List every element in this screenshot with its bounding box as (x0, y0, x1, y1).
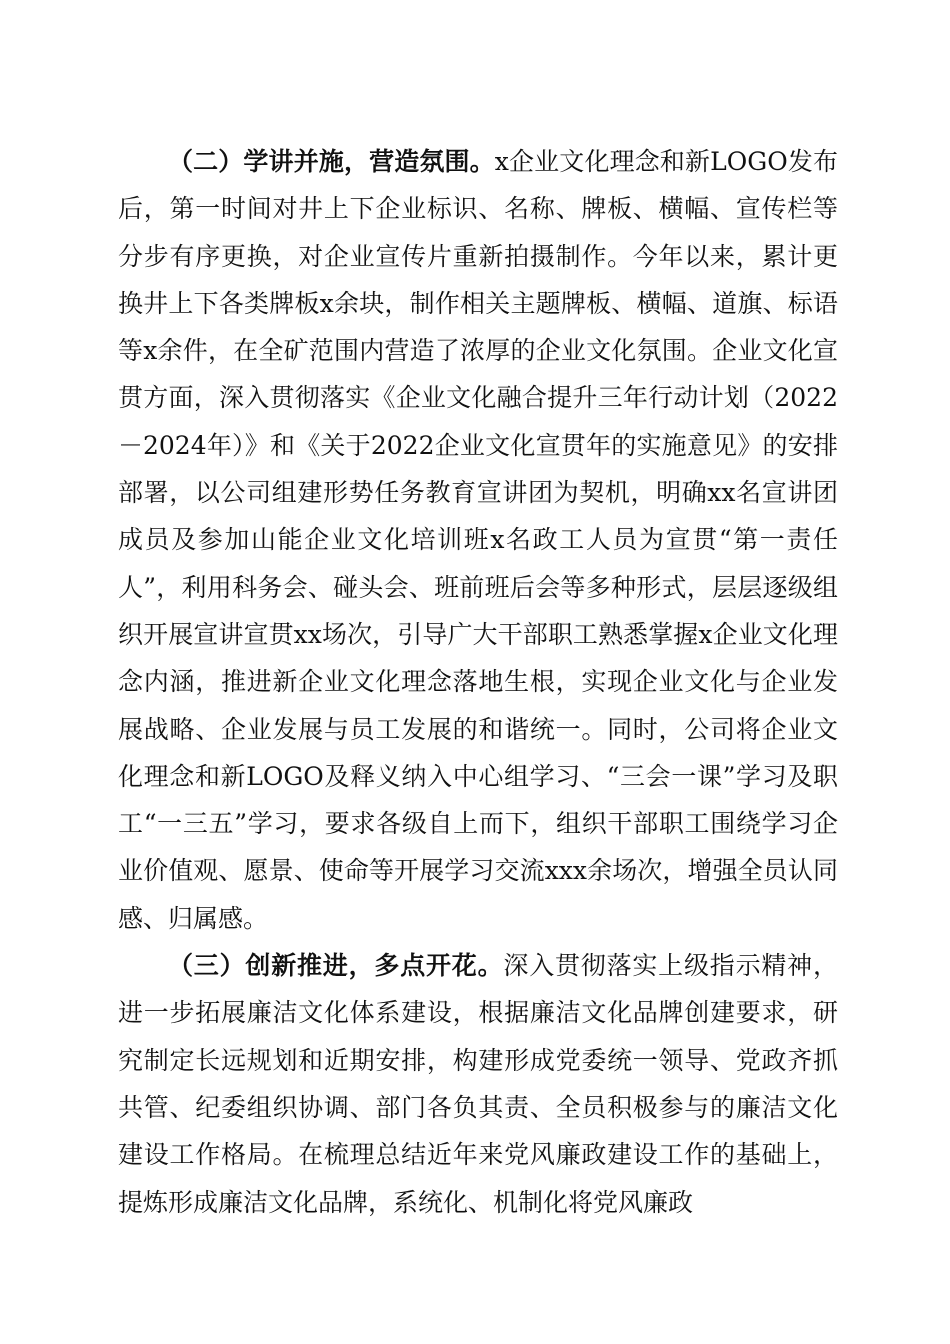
paragraph-body: 深入贯彻落实上级指示精神，进一步拓展廉洁文化体系建设，根据廉洁文化品牌创建要求，研究制定长远规划和近期安排，构建形成党委统一领导、党政齐抓共管、纪委组织协调、部门各负其责、全员积极参与的廉洁文化建设工作格局。在梳理总结近年来党风廉政建设工作的基础上，提炼形成廉洁文化品牌，系统化、机制化将党风廉政 (118, 951, 838, 1217)
paragraph-learning-atmosphere (118, 138, 838, 942)
paragraph-innovation (118, 942, 838, 1226)
document-body (118, 138, 838, 1226)
paragraph-body: x企业文化理念和新LOGO发布后，第一时间对井上下企业标识、名称、牌板、横幅、宣传栏等分步有序更换，对企业宣传片重新拍摄制作。今年以来，累计更换井上下各类牌板x余块，制作相关主题牌板、横幅、道旗、标语等x余件，在全矿范围内营造了浓厚的企业文化氛围。企业文化宣贯方面，深入贯彻落实《企业文化融合提升三年行动计划（2022－2024年）》和《关于2022企业文化宣贯年的实施意见》的安排部署，以公司组建形势任务教育宣讲团为契机，明确xx名宣讲团成员及参加山能企业文化培训班x名政工人员为宣贯“第一责任人”，利用科务会、碰头会、班前班后会等多种形式，层层逐级组织开展宣讲宣贯xx场次，引导广大干部职工熟悉掌握x企业文化理念内涵，推进新企业文化理念落地生根，实现企业文化与企业发展战略、企业发展与员工发展的和谐统一。同时，公司将企业文化理念和新LOGO及释义纳入中心组学习、“三会一课”学习及职工“一三五”学习，要求各级自上而下，组织干部职工围绕学习企业价值观、愿景、使命等开展学习交流xxx余场次，增强全员认同感、归属感。 (118, 147, 838, 933)
paragraph-heading: （二）学讲并施，营造氛围。 (168, 147, 495, 176)
paragraph-heading: （三）创新推进，多点开花。 (168, 951, 504, 981)
